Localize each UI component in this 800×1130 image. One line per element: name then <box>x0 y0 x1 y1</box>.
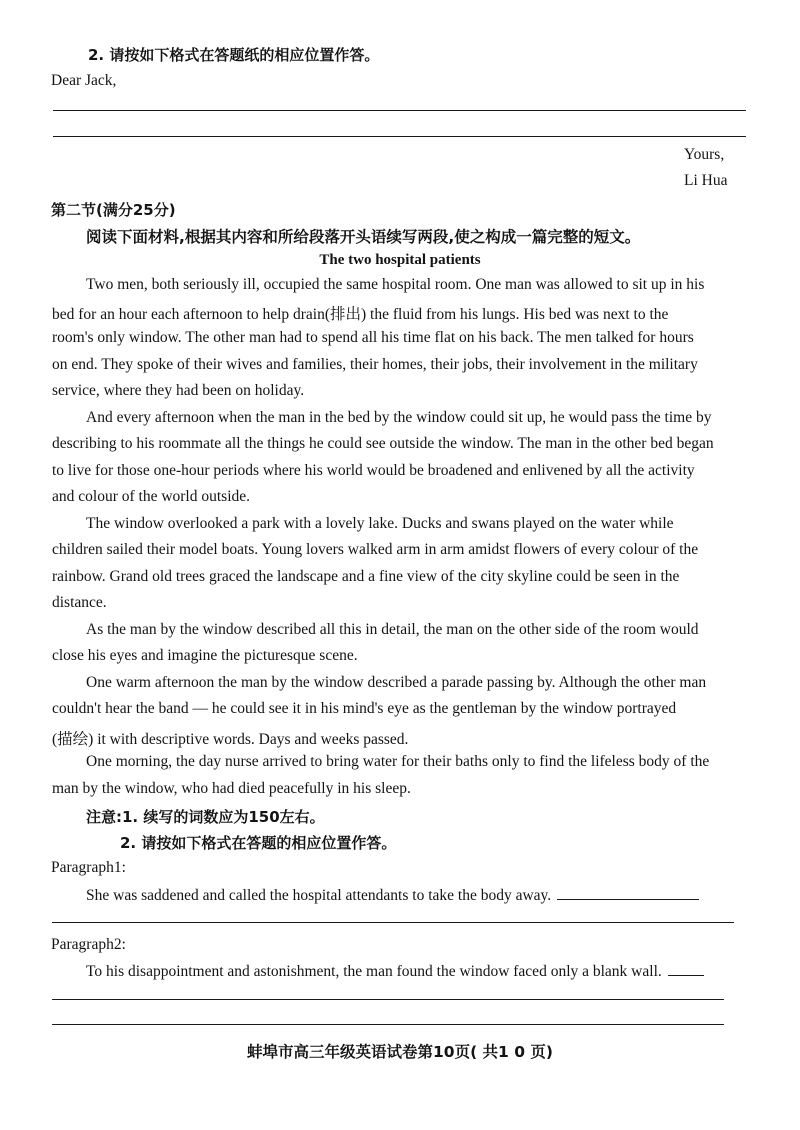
passage-line: children sailed their model boats. Young lovers walked arm in arm amidst flowers of every colour of the <box>52 541 699 558</box>
passage-title: The two hospital patients <box>319 252 481 268</box>
passage-line: man by the window, who had died peacefully in his sleep. <box>52 780 411 797</box>
paragraph2-label: Paragraph2: <box>51 936 126 953</box>
letter-closing: Yours, <box>684 146 725 163</box>
passage-line: One warm afternoon the man by the window described a parade passing by. Although the other man <box>86 674 707 691</box>
passage-line: room's only window. The other man had to spend all his time flat on his back. The men talked for hours <box>52 329 694 346</box>
page-footer: 蚌埠市高三年级英语试卷第10页( 共1 0 页) <box>247 1043 553 1061</box>
passage-line: distance. <box>52 594 107 611</box>
letter-signature: Li Hua <box>684 172 728 189</box>
letter-salutation: Dear Jack, <box>51 72 117 89</box>
passage-line: The window overlooked a park with a lovely lake. Ducks and swans played on the water while <box>86 515 674 532</box>
paragraph1-opening <box>86 885 699 905</box>
section-directions: 阅读下面材料,根据其内容和所给段落开头语续写两段,使之构成一篇完整的短文。 <box>86 228 641 246</box>
passage-line: And every afternoon when the man in the bed by the window could sit up, he would pass the time by <box>86 409 712 426</box>
writing-line <box>52 1024 724 1025</box>
writing-line <box>52 999 724 1000</box>
passage-line: close his eyes and imagine the picturesque scene. <box>52 647 358 664</box>
paragraph1-opening-text: She was saddened and called the hospital attendants to take the body away. <box>86 887 552 904</box>
paragraph2-opening <box>86 961 704 981</box>
passage-line: to live for those one-hour periods where his world would be broadened and enlivened by all the activity <box>52 462 695 479</box>
note-word-count: 注意:1. 续写的词数应为150左右。 <box>86 808 325 826</box>
passage-line: (描绘) it with descriptive words. Days and weeks passed. <box>52 731 409 748</box>
writing-line <box>53 136 746 137</box>
note-format: 2. 请按如下格式在答题的相应位置作答。 <box>120 834 397 852</box>
passage-line: service, where they had been on holiday. <box>52 382 305 399</box>
paragraph1-label: Paragraph1: <box>51 859 126 876</box>
section-heading: 第二节(满分25分) <box>51 201 176 219</box>
answer-blank <box>668 961 704 976</box>
passage-line: on end. They spoke of their wives and families, their homes, their jobs, their involvement in the military <box>52 356 698 373</box>
passage-line: rainbow. Grand old trees graced the landscape and a fine view of the city skyline could be seen in the <box>52 568 680 585</box>
writing-line <box>52 922 734 923</box>
passage-line: and colour of the world outside. <box>52 488 251 505</box>
paragraph2-opening-text: To his disappointment and astonishment, the man found the window faced only a blank wall. <box>86 963 662 980</box>
passage-line: Two men, both seriously ill, occupied the same hospital room. One man was allowed to sit up in his <box>86 276 705 293</box>
letter-instruction: 2. 请按如下格式在答题纸的相应位置作答。 <box>88 46 380 64</box>
passage-line: couldn't hear the band — he could see it in his mind's eye as the gentleman by the window portrayed <box>52 700 677 717</box>
writing-line <box>53 110 746 111</box>
answer-blank <box>557 885 699 900</box>
passage-line: describing to his roommate all the things he could see outside the window. The man in the other bed began <box>52 435 714 452</box>
passage-line: bed for an hour each afternoon to help drain(排出) the fluid from his lungs. His bed was next to the <box>52 306 669 323</box>
passage-line: As the man by the window described all this in detail, the man on the other side of the room would <box>86 621 699 638</box>
passage-line: One morning, the day nurse arrived to bring water for their baths only to find the lifeless body of the <box>86 753 710 770</box>
